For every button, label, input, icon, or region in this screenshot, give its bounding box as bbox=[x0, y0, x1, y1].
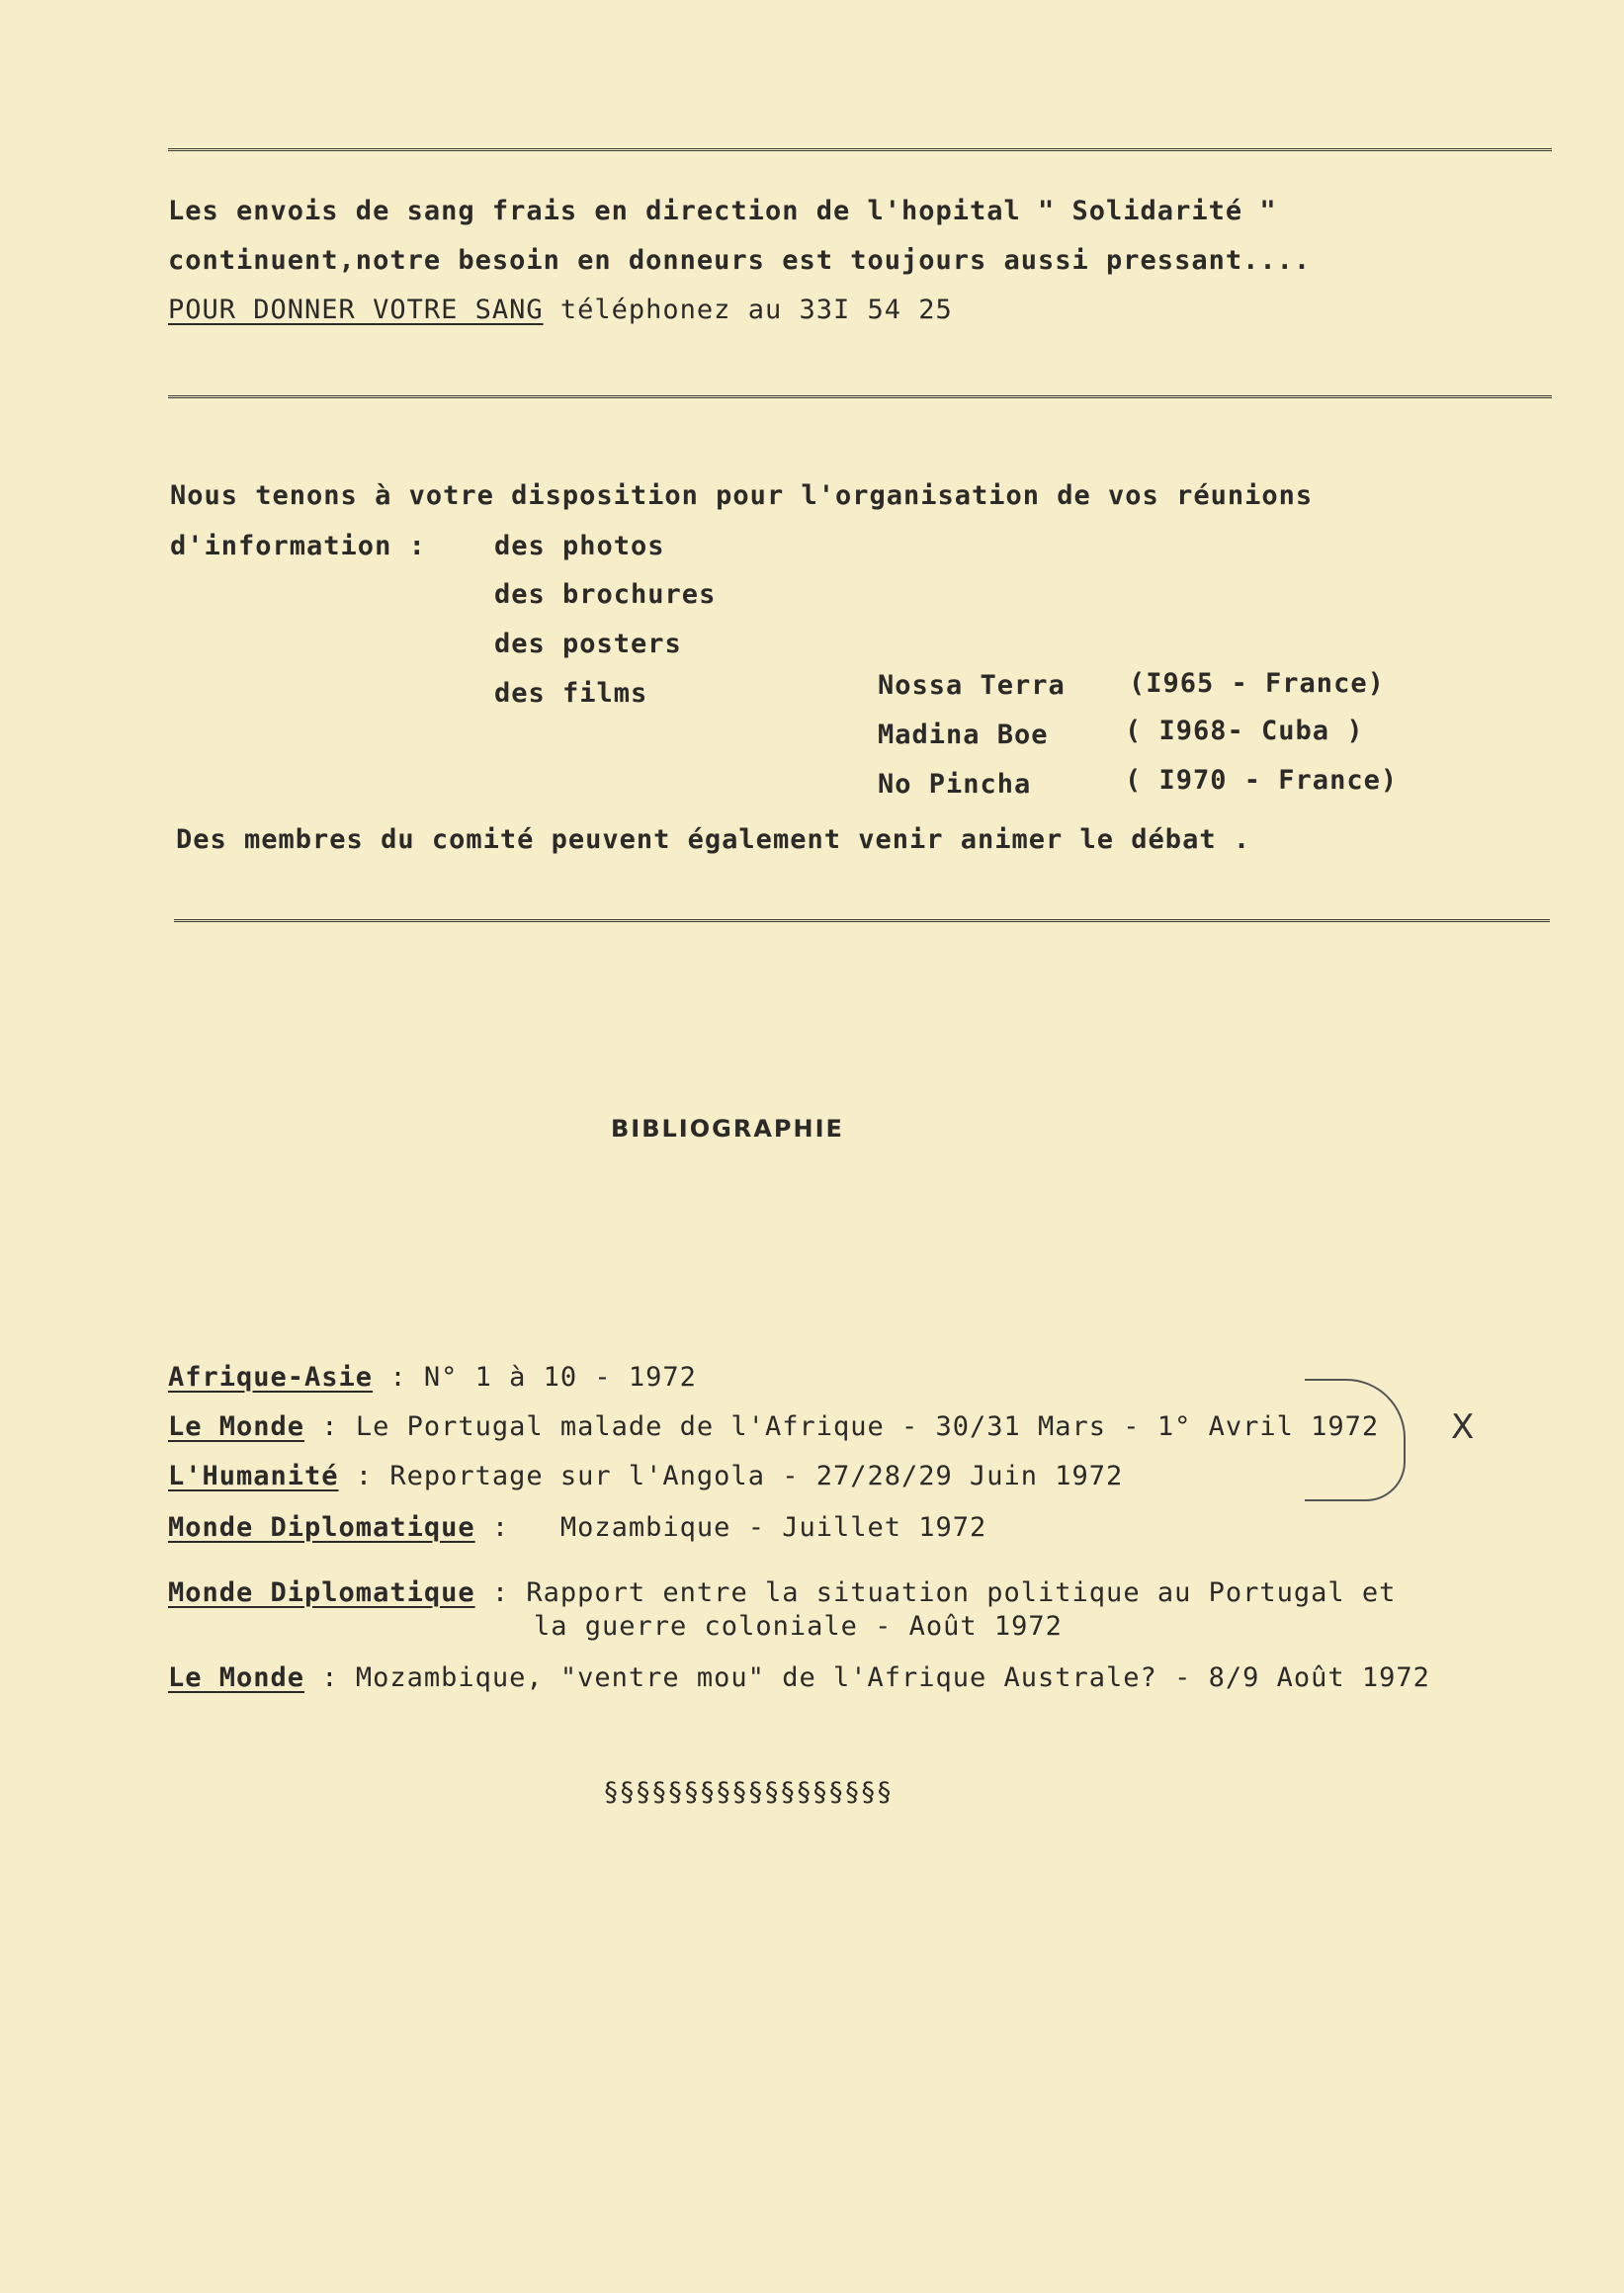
info-item-photos: des photos bbox=[494, 531, 665, 561]
blood-notice-line-1: Les envois de sang frais en direction de l'hopital " Solidarité " bbox=[168, 196, 1277, 226]
bib-entry-5 bbox=[168, 1577, 1396, 1608]
bib-text: : Reportage sur l'Angola - 27/28/29 Juin 1972 bbox=[338, 1461, 1124, 1491]
handwritten-x-mark: X bbox=[1451, 1407, 1475, 1447]
bib-source: Afrique-Asie bbox=[168, 1362, 374, 1393]
bib-entry-4 bbox=[168, 1512, 986, 1543]
film-details-1: (I965 - France) bbox=[1129, 668, 1385, 699]
info-item-brochures: des brochures bbox=[494, 579, 717, 610]
film-title-2: Madina Boe bbox=[878, 720, 1049, 750]
film-details-2: ( I968- Cuba ) bbox=[1125, 716, 1364, 746]
bib-source: Monde Diplomatique bbox=[168, 1512, 475, 1543]
bib-entry-3 bbox=[168, 1461, 1123, 1491]
bib-source: Monde Diplomatique bbox=[168, 1577, 475, 1608]
bib-text: : N° 1 à 10 - 1972 bbox=[373, 1362, 697, 1393]
handwritten-bracket bbox=[1305, 1379, 1406, 1501]
bib-entry-1 bbox=[168, 1362, 697, 1393]
film-details-3: ( I970 - France) bbox=[1125, 765, 1399, 796]
bib-source: Le Monde bbox=[168, 1662, 305, 1693]
bib-text: : Mozambique, "ventre mou" de l'Afrique Australe? - 8/9 Août 1972 bbox=[304, 1662, 1430, 1693]
blood-notice-line-2: continuent,notre besoin en donneurs est toujours aussi pressant.... bbox=[168, 245, 1312, 276]
info-line-2-label: d'information : bbox=[170, 531, 426, 561]
blood-notice-line-3 bbox=[168, 295, 953, 325]
film-title-1: Nossa Terra bbox=[878, 670, 1066, 701]
phone-text: téléphonez au 33I 54 25 bbox=[543, 295, 953, 325]
top-rule bbox=[168, 148, 1552, 151]
donate-blood-callout: POUR DONNER VOTRE SANG bbox=[168, 295, 544, 325]
bib-entry-2 bbox=[168, 1411, 1379, 1442]
info-item-films: des films bbox=[494, 678, 648, 709]
bib-text: : Le Portugal malade de l'Afrique - 30/31 Mars - 1° Avril 1972 bbox=[304, 1411, 1380, 1442]
bib-entry-5-continuation: la guerre coloniale - Août 1972 bbox=[534, 1611, 1063, 1642]
bib-entry-6 bbox=[168, 1662, 1430, 1693]
bib-source: L'Humanité bbox=[168, 1461, 339, 1491]
bibliography-heading: BIBLIOGRAPHIE bbox=[611, 1115, 844, 1143]
section-end-marks: §§§§§§§§§§§§§§§§§§ bbox=[603, 1777, 893, 1808]
info-item-posters: des posters bbox=[494, 629, 682, 659]
film-title-3: No Pincha bbox=[878, 769, 1032, 800]
bib-source: Le Monde bbox=[168, 1411, 305, 1442]
bib-text: : Rapport entre la situation politique au Portugal et bbox=[474, 1577, 1397, 1608]
info-closing: Des membres du comité peuvent également venir animer le débat . bbox=[176, 824, 1251, 855]
info-line-1: Nous tenons à votre disposition pour l'organisation de vos réunions bbox=[170, 480, 1314, 511]
middle-rule-2 bbox=[174, 919, 1550, 922]
middle-rule-1 bbox=[168, 395, 1552, 398]
bib-text: : Mozambique - Juillet 1972 bbox=[474, 1512, 987, 1543]
